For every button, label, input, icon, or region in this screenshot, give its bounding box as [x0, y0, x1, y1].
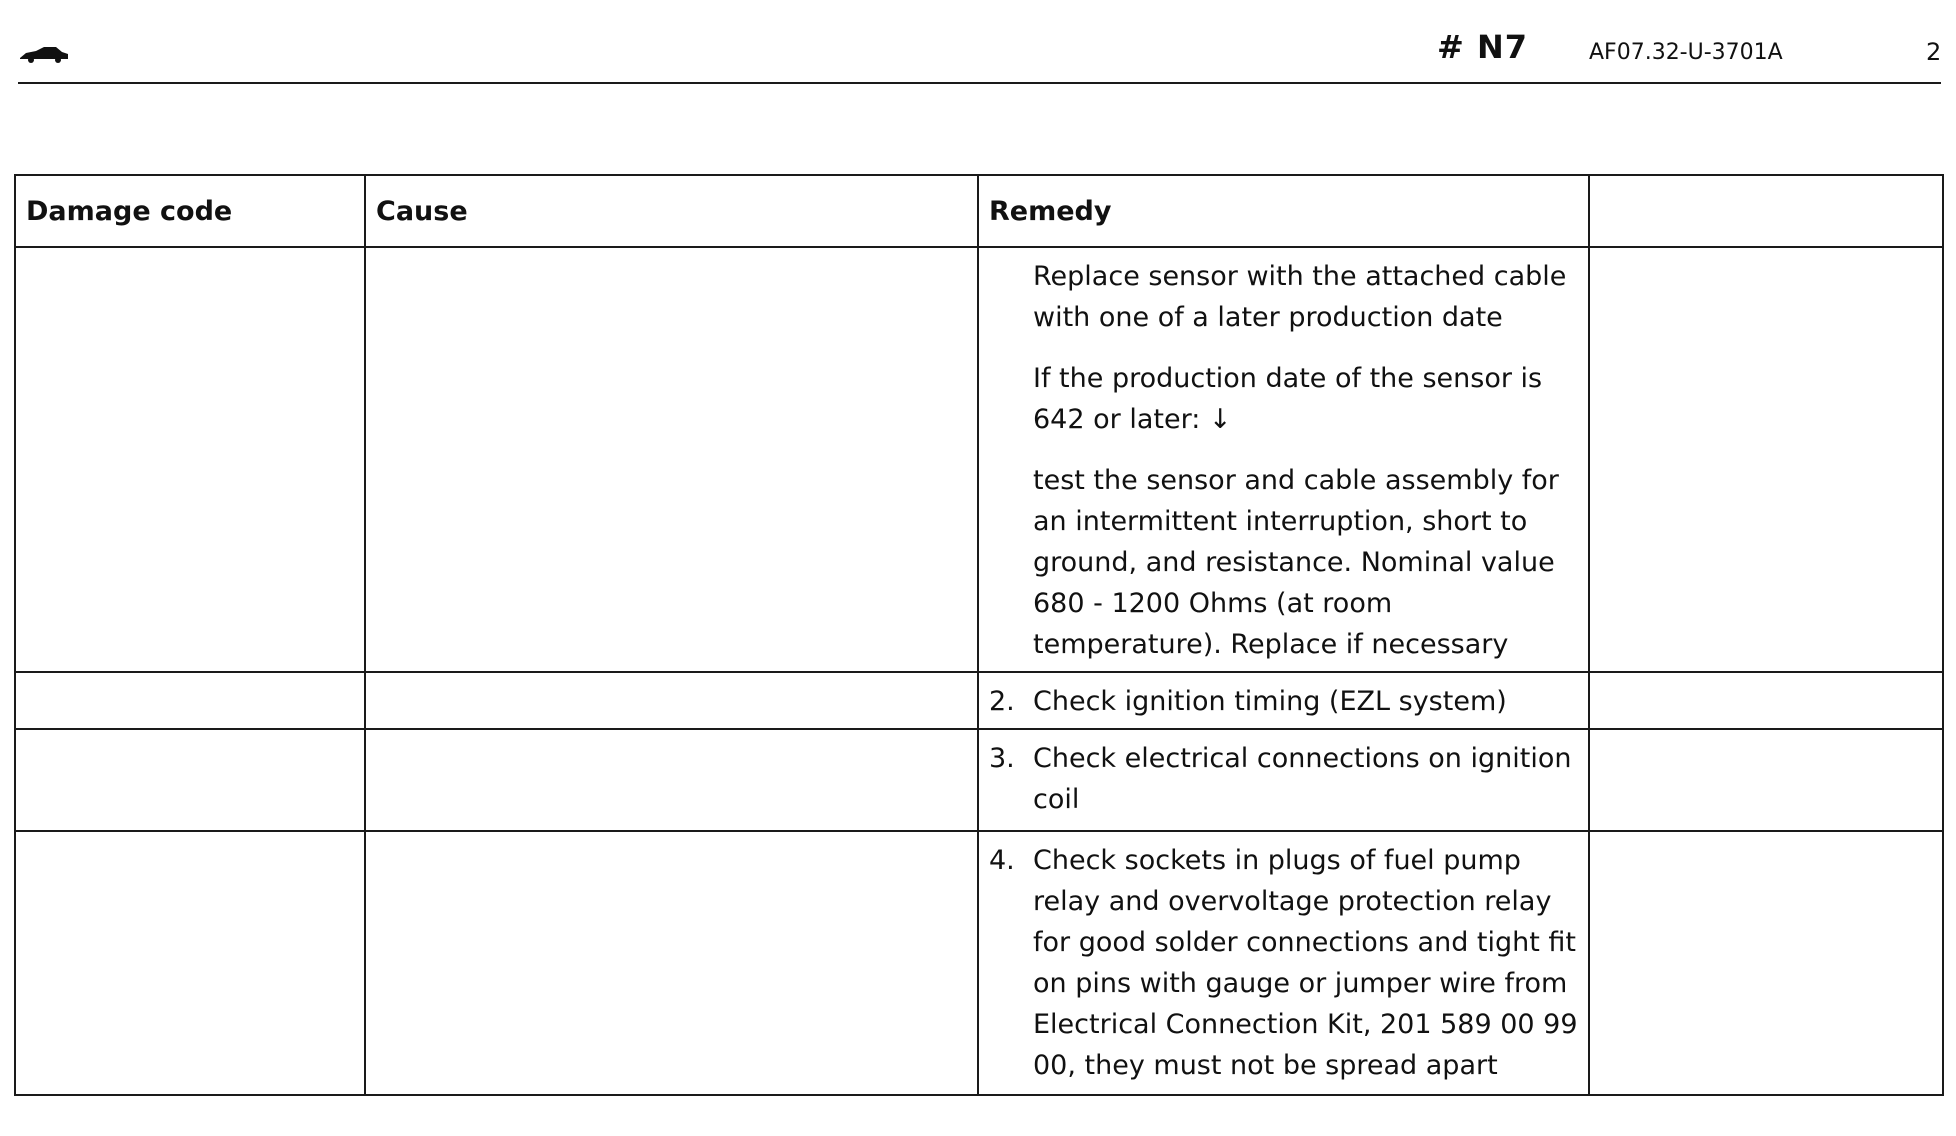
- column-header-damage-code: Damage code: [15, 175, 365, 247]
- remedy-cell: [978, 672, 1589, 729]
- column-header-blank: [1589, 175, 1943, 247]
- remedy-cell: [978, 729, 1589, 831]
- table-header-row: [15, 175, 1943, 247]
- remedy-number: [989, 256, 1033, 665]
- extra-cell: [1589, 831, 1943, 1095]
- remedy-number: 2.: [989, 686, 1015, 717]
- page-header: [0, 0, 1956, 90]
- cause-cell: [365, 672, 978, 729]
- extra-cell: [1589, 729, 1943, 831]
- remedy-number: 3.: [989, 743, 1015, 774]
- car-icon: [18, 44, 70, 64]
- column-header-cause: Cause: [365, 175, 978, 247]
- remedy-text: Replace sensor with the attached cable with one of a later production date: [1033, 261, 1567, 333]
- diagnosis-table: [14, 174, 1944, 1096]
- remedy-number: 4.: [989, 845, 1015, 876]
- remedy-cell: [978, 831, 1589, 1095]
- table-row: [15, 247, 1943, 672]
- table-row: [15, 831, 1943, 1095]
- table-row: [15, 729, 1943, 831]
- diagnosis-table-container: [14, 174, 1942, 1096]
- extra-cell: [1589, 247, 1943, 672]
- document-code: # N7: [1437, 28, 1528, 66]
- remedy-text: Check ignition timing (EZL system): [1033, 686, 1507, 717]
- damage-code-cell: [15, 672, 365, 729]
- remedy-text: Check sockets in plugs of fuel pump relay and overvoltage protection relay for good solder connections and tight fit on pins with gauge or jumper wire from Electrical Connection Kit, 201 589 00 99 00, they must not be spread apart: [1033, 845, 1578, 1081]
- remedy-text: If the production date of the sensor is 642 or later: ↓: [1033, 363, 1543, 435]
- damage-code-cell: [15, 831, 365, 1095]
- remedy-cell: [978, 247, 1589, 672]
- extra-cell: [1589, 672, 1943, 729]
- table-row: [15, 672, 1943, 729]
- damage-code-cell: [15, 729, 365, 831]
- page-number: 2: [1926, 38, 1942, 66]
- cause-cell: [365, 831, 978, 1095]
- remedy-text: test the sensor and cable assembly for an intermittent interruption, short to ground, and resistance. Nominal value 680 - 1200 Ohms (at room temperature). Replace if necessary: [1033, 465, 1559, 660]
- document-reference: AF07.32-U-3701A: [1589, 40, 1783, 65]
- cause-cell: [365, 247, 978, 672]
- header-divider: [18, 82, 1941, 84]
- column-header-remedy: Remedy: [978, 175, 1589, 247]
- damage-code-cell: [15, 247, 365, 672]
- cause-cell: [365, 729, 978, 831]
- remedy-text: Check electrical connections on ignition coil: [1033, 743, 1572, 815]
